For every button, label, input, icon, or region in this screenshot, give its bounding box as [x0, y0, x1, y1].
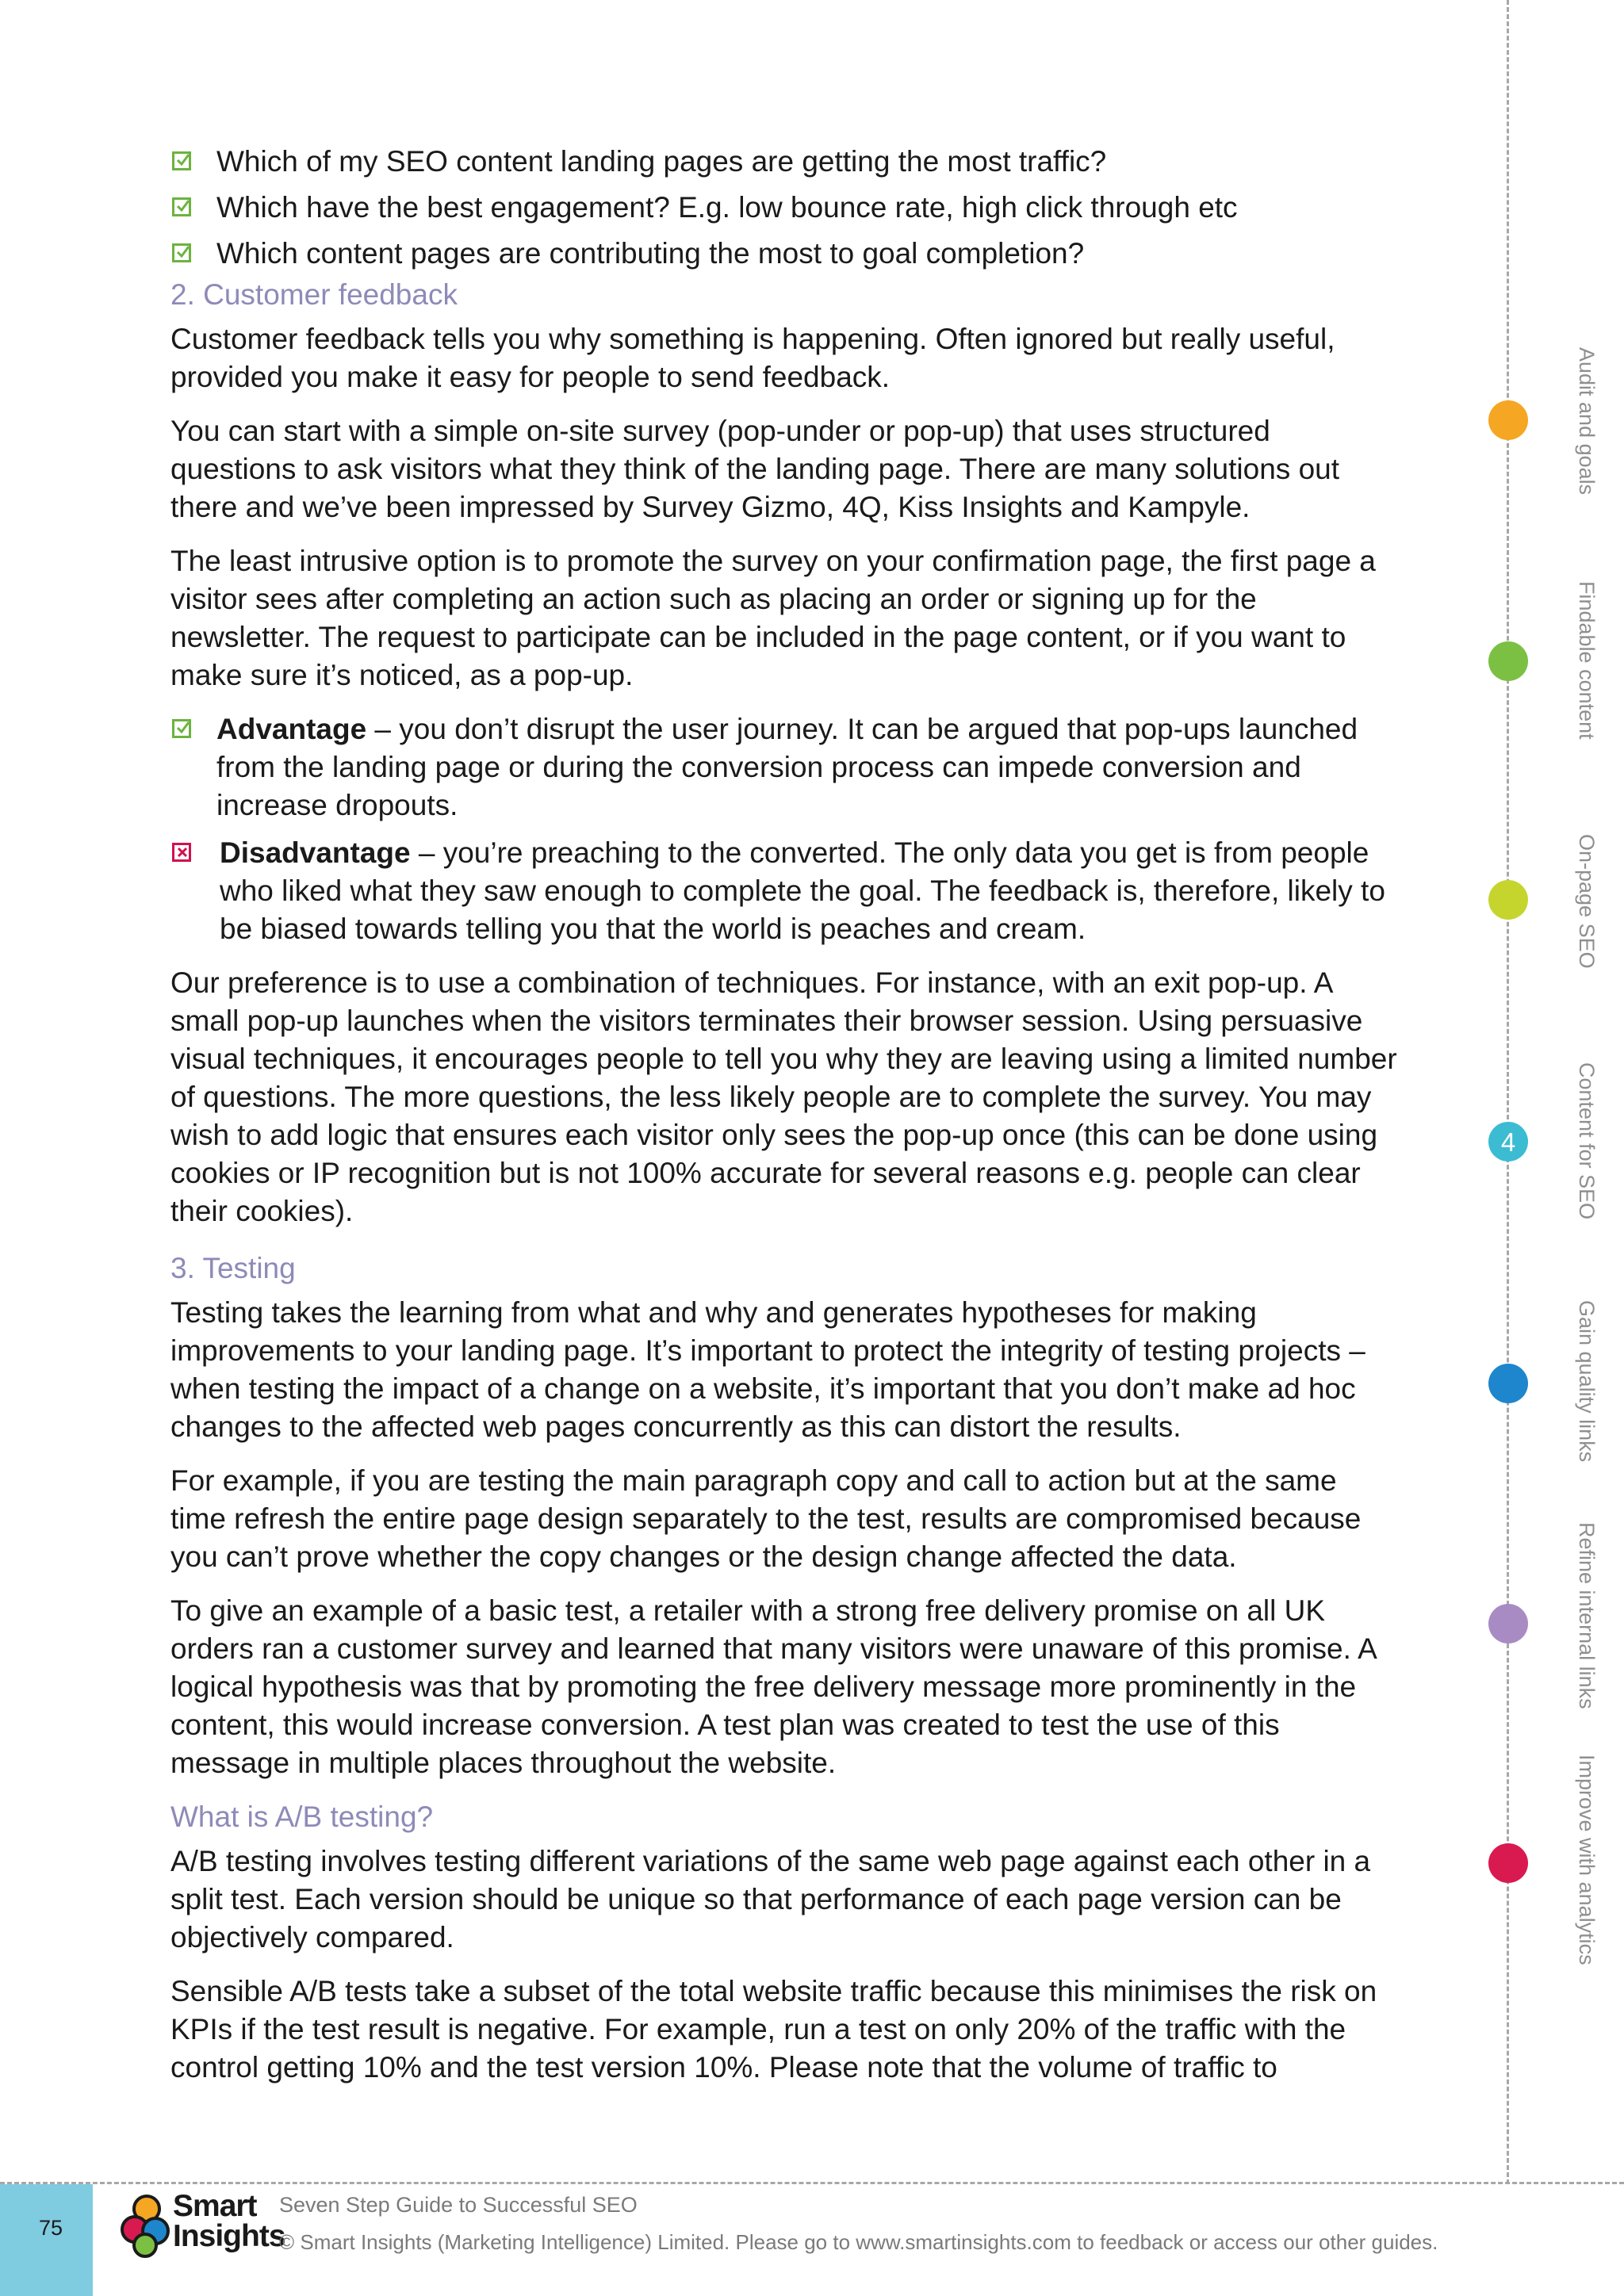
step-label-internal: Refine internal links [1575, 1522, 1599, 1709]
section-heading-testing: 3. Testing [170, 1252, 296, 1284]
step-label-onpage: On-page SEO [1575, 834, 1599, 969]
disadvantage-text: – you’re preaching to the converted. The only data you get is from people who liked what they saw enough to complete the goal. The feedback is, therefore, likely to be biased towards telling you that the world is peaches and cream. [220, 836, 1385, 945]
section-heading-ab-testing: What is A/B testing? [170, 1800, 434, 1833]
footer-divider [0, 2182, 1624, 2184]
paragraph: Testing takes the learning from what and why and generates hypotheses for making improvements to your landing page. It’s important to protect the integrity of testing projects – when testing the impact of a change on a website, it’s important that you don’t make ad hoc changes to the affected web pages concurrently as this can distort the results. [170, 1296, 1365, 1443]
checklist-item [170, 189, 1400, 227]
step-label-analytics: Improve with analytics [1575, 1755, 1599, 1965]
step-dot-analytics [1488, 1843, 1528, 1883]
page-number: 75 [38, 2216, 63, 2240]
step-label-findable: Findable content [1575, 581, 1599, 740]
step-dot-onpage [1488, 880, 1528, 920]
smart-insights-logo-icon [119, 2190, 174, 2261]
footer-guide-title: Seven Step Guide to Successful SEO [279, 2193, 638, 2217]
paragraph: A/B testing involves testing different variations of the same web page against each other in a split test. Each version should be unique so that performance of each page version can be objectively compared. [170, 1845, 1371, 1954]
checklist-text: Which have the best engagement? E.g. low bounce rate, high click through etc [216, 191, 1238, 224]
advantage-text: – you don’t disrupt the user journey. It can be argued that pop-ups launched from the landing page or during the conversion process can impede conversion and increase dropouts. [216, 713, 1358, 821]
checkbox-tick-icon [172, 719, 191, 738]
checklist-text: Which of my SEO content landing pages are getting the most traffic? [216, 145, 1107, 178]
step-dot-links [1488, 1364, 1528, 1403]
checkbox-tick-icon [172, 151, 191, 170]
main-content [170, 143, 1400, 2103]
logo-line2: Insights [173, 2219, 285, 2253]
checklist-text: Which content pages are contributing the most to goal completion? [216, 237, 1085, 270]
checkbox-tick-icon [172, 243, 191, 262]
paragraph: Customer feedback tells you why something is happening. Often ignored but really useful, provided you make it easy for people to send feedback. [170, 323, 1335, 393]
step-label-content: Content for SEO [1575, 1062, 1599, 1220]
step-number: 4 [1500, 1127, 1516, 1157]
step-dot-content-current [1488, 1122, 1528, 1161]
step-label-links: Gain quality links [1575, 1300, 1599, 1463]
section-heading-customer-feedback: 2. Customer feedback [170, 278, 458, 311]
step-dot-internal [1488, 1604, 1528, 1644]
footer-copyright: © Smart Insights (Marketing Intelligence) Limited. Please go to www.smartinsights.com to feedback or access our other guides. [279, 2230, 1438, 2254]
checkbox-cross-icon [172, 843, 191, 862]
checklist-item [170, 235, 1400, 273]
advantage-label: Advantage [216, 713, 367, 745]
checklist-item [170, 143, 1400, 181]
logo-line1: Smart [173, 2189, 257, 2223]
disadvantage-item [170, 834, 1400, 948]
step-dot-audit [1488, 400, 1528, 440]
paragraph: Sensible A/B tests take a subset of the total website traffic because this minimises the risk on KPIs if the test result is negative. For example, run a test on only 20% of the traffic with the control getting 10% and the test version 10%. Please note that the volume of traffic to [170, 1975, 1377, 2084]
paragraph: For example, if you are testing the main paragraph copy and call to action but at the same time refresh the entire page design separately to the test, results are compromised because you can’t prove whether the copy changes or the design change affected the data. [170, 1464, 1362, 1573]
logo-wordmark [173, 2191, 285, 2252]
disadvantage-label: Disadvantage [220, 836, 411, 869]
paragraph: You can start with a simple on-site survey (pop-under or pop-up) that uses structured questions to ask visitors what they think of the landing page. There are many solutions out there and we’ve been impressed by Survey Gizmo, 4Q, Kiss Insights and Kampyle. [170, 415, 1340, 523]
checkbox-tick-icon [172, 197, 191, 216]
paragraph: The least intrusive option is to promote the survey on your confirmation page, the first page a visitor sees after completing an action such as placing an order or signing up for the newsletter. The request to participate can be included in the page content, or if you want to make sure it’s noticed, as a pop-up. [170, 545, 1376, 691]
paragraph: Our preference is to use a combination of techniques. For instance, with an exit pop-up. A small pop-up launches when the visitors terminates their browser session. Using persuasive visual techniques, it encourages people to tell you why they are leaving using a limited number of questions. The more questions, the less likely people are to complete the survey. You may wish to add logic that ensures each visitor only sees the pop-up once (this can be done using cookies or IP recognition but is not 100% accurate for several reasons e.g. people can clear their cookies). [170, 966, 1397, 1227]
step-dot-findable [1488, 641, 1528, 681]
paragraph: To give an example of a basic test, a retailer with a strong free delivery promise on all UK orders ran a customer survey and learned that many visitors were unaware of this promise. A logical hypothesis was that by promoting the free delivery message more prominently in the content, this would increase conversion. A test plan was created to test the use of this message in multiple places throughout the website. [170, 1594, 1376, 1779]
step-label-audit: Audit and goals [1575, 347, 1599, 496]
advantage-item [170, 710, 1400, 825]
